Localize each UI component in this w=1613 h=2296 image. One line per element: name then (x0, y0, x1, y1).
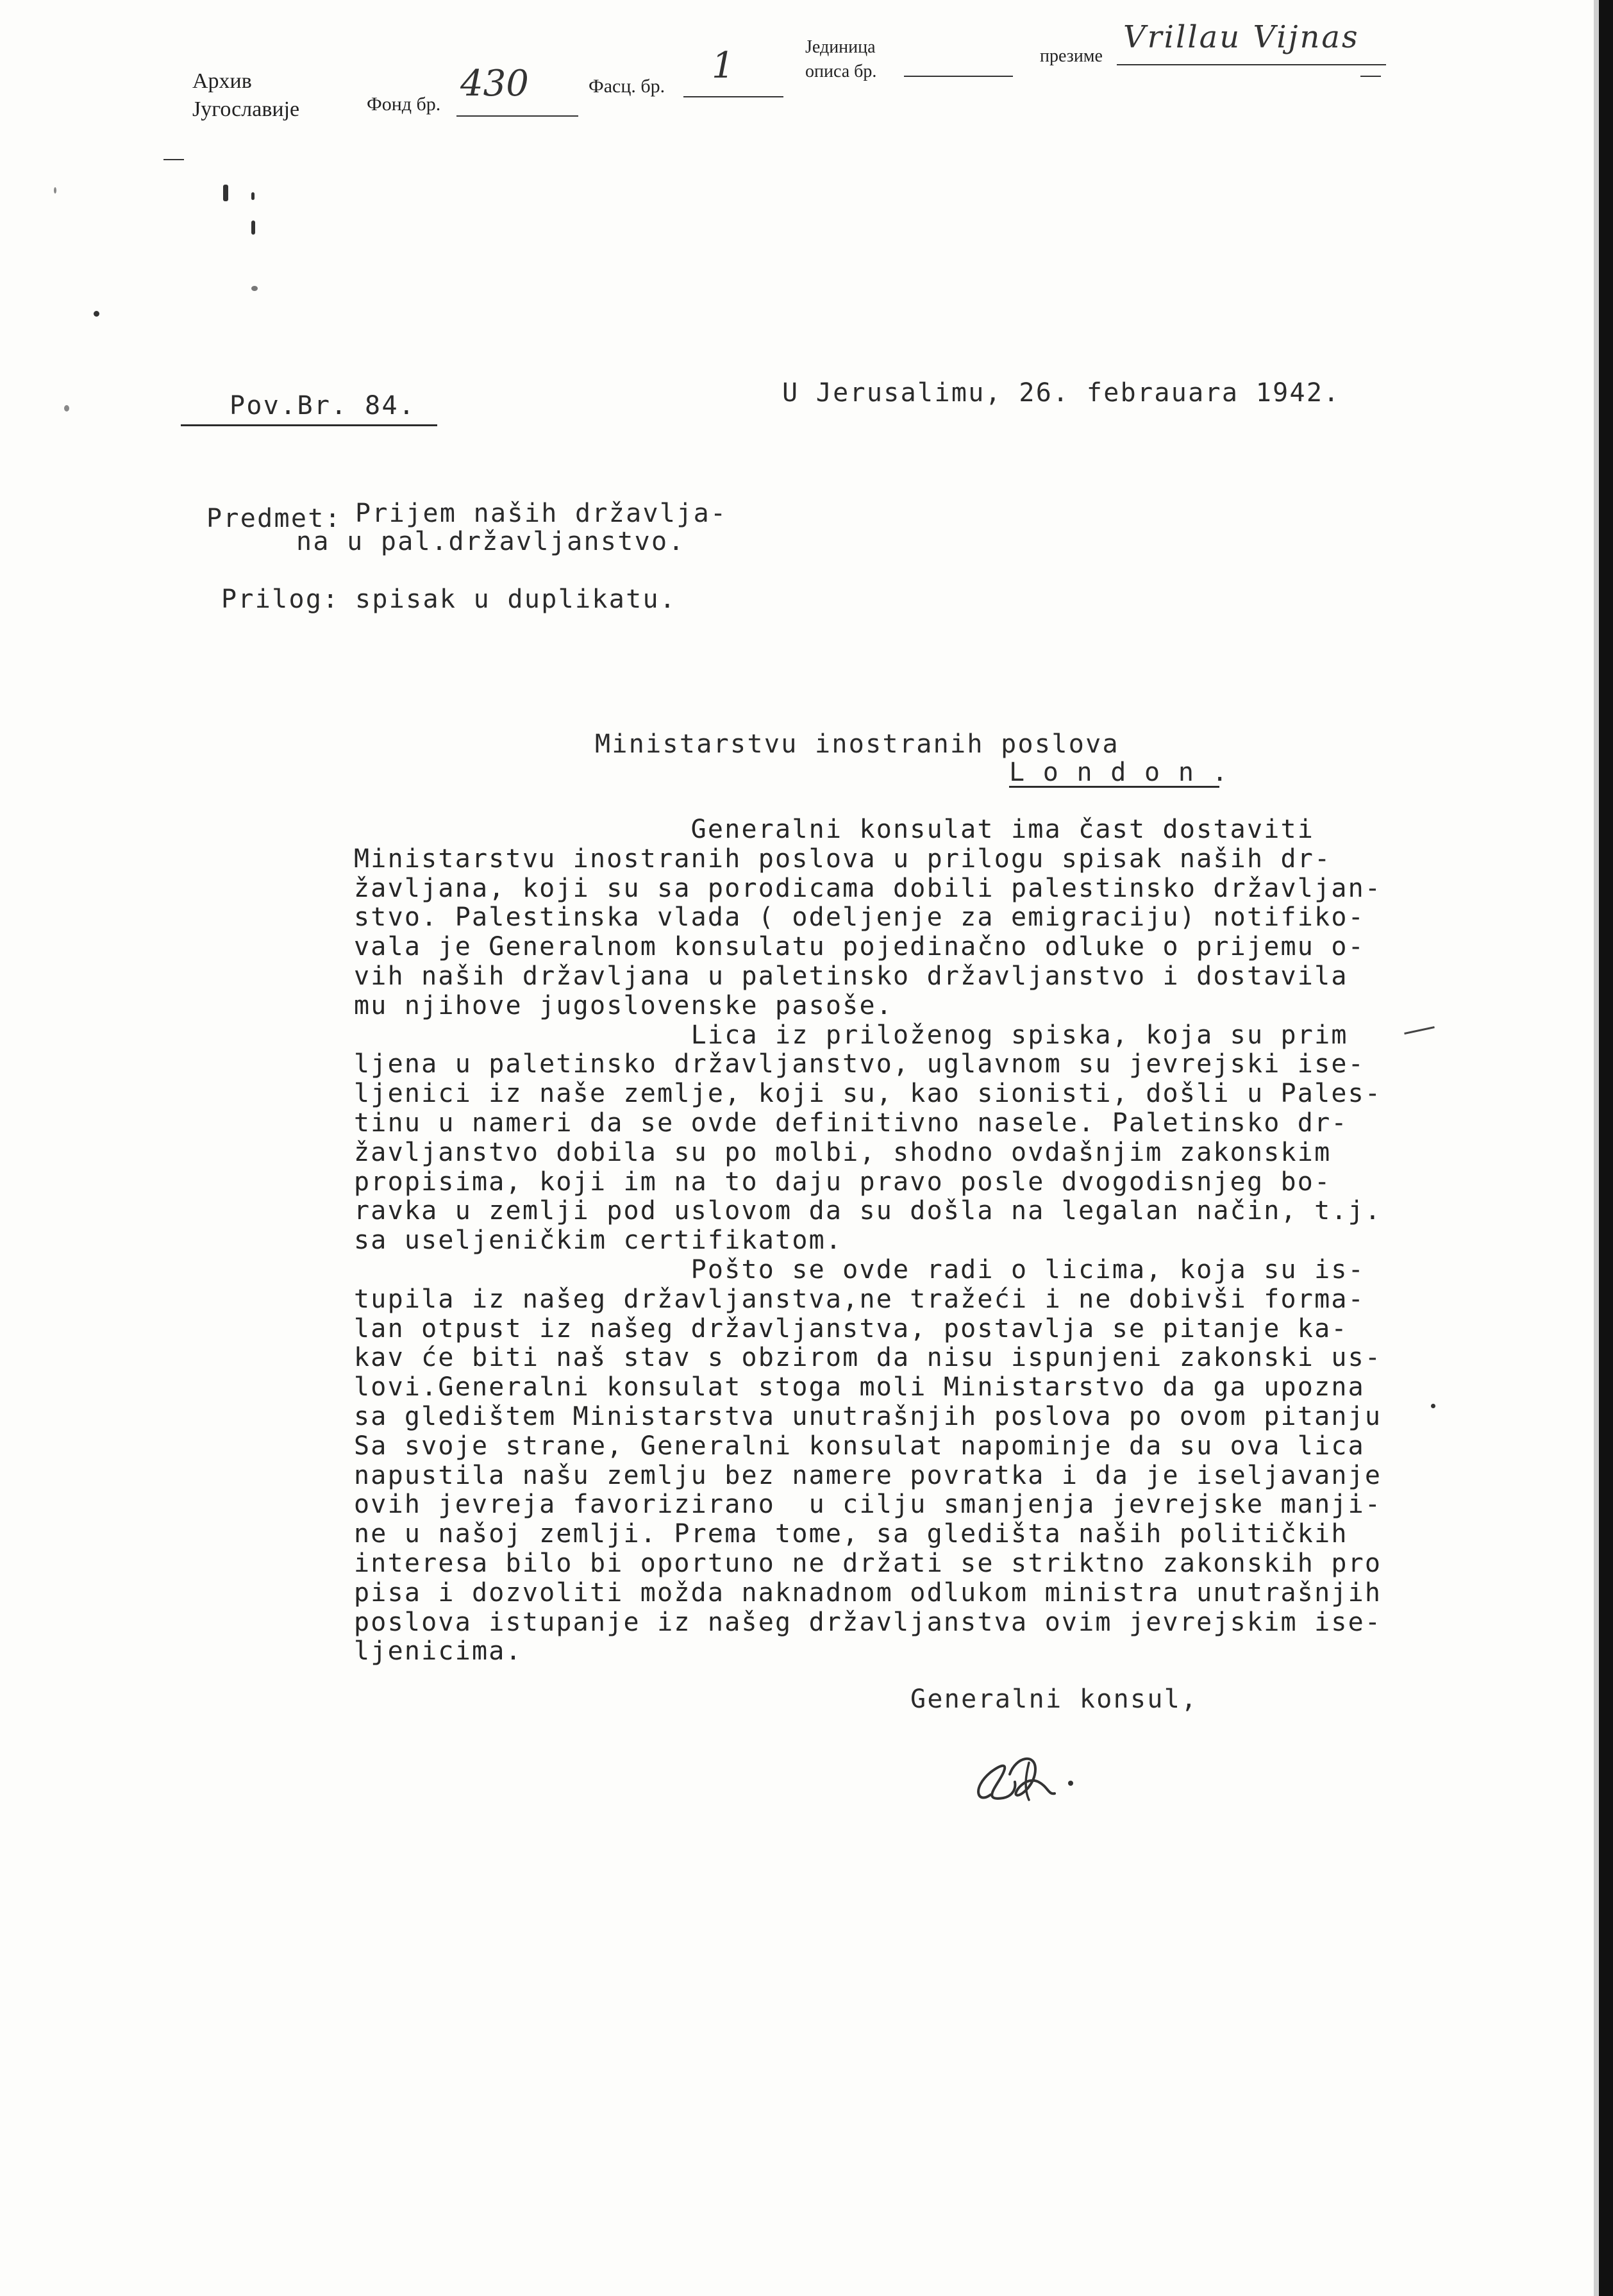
place-date: U Jerusalimu, 26. febrauara 1942. (782, 378, 1341, 408)
body-line: Ministarstvu inostranih poslova u prilogu spisak naših dr- (354, 844, 1332, 874)
body-line: Lica iz priloženog spiska, koja su prim (354, 1020, 1348, 1050)
body-line: ljena u paletinsko državljanstvo, uglavnom su jevrejski ise- (354, 1049, 1365, 1079)
letter-body (354, 815, 1418, 1667)
body-line: ne u našoj zemlji. Prema tome, sa gledišta naših političkih (354, 1519, 1348, 1549)
closing-signoff: Generalni konsul, (910, 1685, 1198, 1714)
fond-label: Фонд бр. (367, 94, 441, 115)
scan-mark (223, 185, 228, 201)
attachment-label: Prilog: (221, 585, 340, 614)
body-line: mu njihove jugoslovenske pasoše. (354, 990, 894, 1020)
body-line: Pošto se ovde radi o licima, koja su is- (354, 1254, 1365, 1285)
surname-underline (1117, 64, 1386, 65)
scan-mark (251, 220, 255, 235)
scan-mark (251, 286, 258, 291)
subject-label: Predmet: (206, 504, 342, 533)
surname-label: презиме (1040, 46, 1103, 66)
scan-edge-shadow (1594, 0, 1599, 2296)
surname-value: Vrillau Vijnas (1123, 19, 1360, 55)
body-line: pisa i dozvoliti možda naknadnom odlukom ministra unutrašnjih (354, 1577, 1382, 1608)
unit-underline (904, 76, 1013, 77)
fasc-value: 1 (712, 45, 735, 87)
body-line: ovih jevreja favorizirano u cilju smanjenja jevrejske manji- (354, 1490, 1382, 1520)
fasc-label: Фасц. бр. (589, 76, 665, 97)
fond-value: 430 (460, 63, 529, 104)
body-line: ljenicima. (354, 1636, 522, 1667)
body-line: tupila iz našeg državljanstva,ne tražeći i ne dobivši forma- (354, 1284, 1365, 1314)
stamp-dash-right (1360, 76, 1381, 77)
addressee-line1: Ministarstvu inostranih poslova (595, 729, 1119, 759)
reference-number: Pov.Br. 84. (230, 391, 416, 420)
body-line: žavljanstvo dobila su po molbi, shodno ovdašnjim zakonskim (354, 1137, 1332, 1167)
addressee-line2: L o n d o n . (1009, 758, 1229, 787)
body-line: interesa bilo bi oportuno ne držati se striktno zakonskih pro (354, 1548, 1382, 1578)
archive-label-line1: Архив (192, 69, 252, 93)
body-line: ravka u zemlji pod uslovom da su došla na legalan način, t.j. (354, 1196, 1382, 1226)
scan-mark (94, 311, 99, 317)
archive-label-line2: Југославије (192, 97, 300, 121)
body-line: lovi.Generalni konsulat stoga moli Ministarstvo da ga upozna (354, 1372, 1365, 1402)
fasc-underline (683, 96, 783, 97)
body-line: Generalni konsulat ima čast dostaviti (354, 815, 1315, 844)
scan-mark (54, 187, 56, 194)
body-line: sa gledištem Ministarstva unutrašnjih poslova po ovom pitanju (354, 1401, 1382, 1431)
body-line: kav će biti naš stav s obzirom da nisu ispunjeni zakonski us- (354, 1343, 1382, 1373)
margin-dot (1431, 1404, 1435, 1408)
body-line: propisima, koji im na to daju pravo posle dvogodisnjeg bo- (354, 1167, 1332, 1197)
body-line: lan otpust iz našeg državljanstva, postavlja se pitanje ka- (354, 1313, 1348, 1343)
addressee-underline (1009, 786, 1219, 788)
signature (965, 1743, 1119, 1814)
attachment-text: spisak u duplikatu. (355, 585, 677, 614)
unit-label-line1: Јединица (805, 37, 876, 57)
body-line: poslova istupanje iz našeg državljanstva ovim jevrejskim ise- (354, 1607, 1382, 1637)
fond-underline (456, 115, 578, 117)
body-line: sa useljeničkim certifikatom. (354, 1226, 843, 1256)
unit-label-line2: описа бр. (805, 62, 877, 81)
body-line: žavljana, koji su sa porodicama dobili palestinsko državljan- (354, 873, 1382, 903)
stamp-dash (163, 159, 184, 160)
body-line: tinu u nameri da se ovde definitivno nasele. Paletinsko dr- (354, 1108, 1348, 1138)
body-line: vih naših državljana u paletinsko državljanstvo i dostavila (354, 961, 1348, 991)
subject-line1: Prijem naših državlja- (355, 499, 728, 528)
subject-line2: na u pal.državljanstvo. (296, 527, 685, 556)
scan-mark (251, 192, 255, 200)
scan-mark (64, 405, 69, 412)
body-line: vala je Generalnom konsulatu pojedinačno odluke o prijemu o- (354, 932, 1365, 962)
body-line: napustila našu zemlju bez namere povratka i da je iseljavanje (354, 1460, 1382, 1490)
scan-edge (1599, 0, 1613, 2296)
body-line: Sa svoje strane, Generalni konsulat napominje da su ova lica (354, 1431, 1365, 1461)
body-line: stvo. Palestinska vlada ( odeljenje za emigraciju) notifiko- (354, 903, 1365, 933)
body-line: ljenici iz naše zemlje, koji su, kao sionisti, došli u Pales- (354, 1079, 1382, 1109)
reference-underline (181, 424, 437, 426)
